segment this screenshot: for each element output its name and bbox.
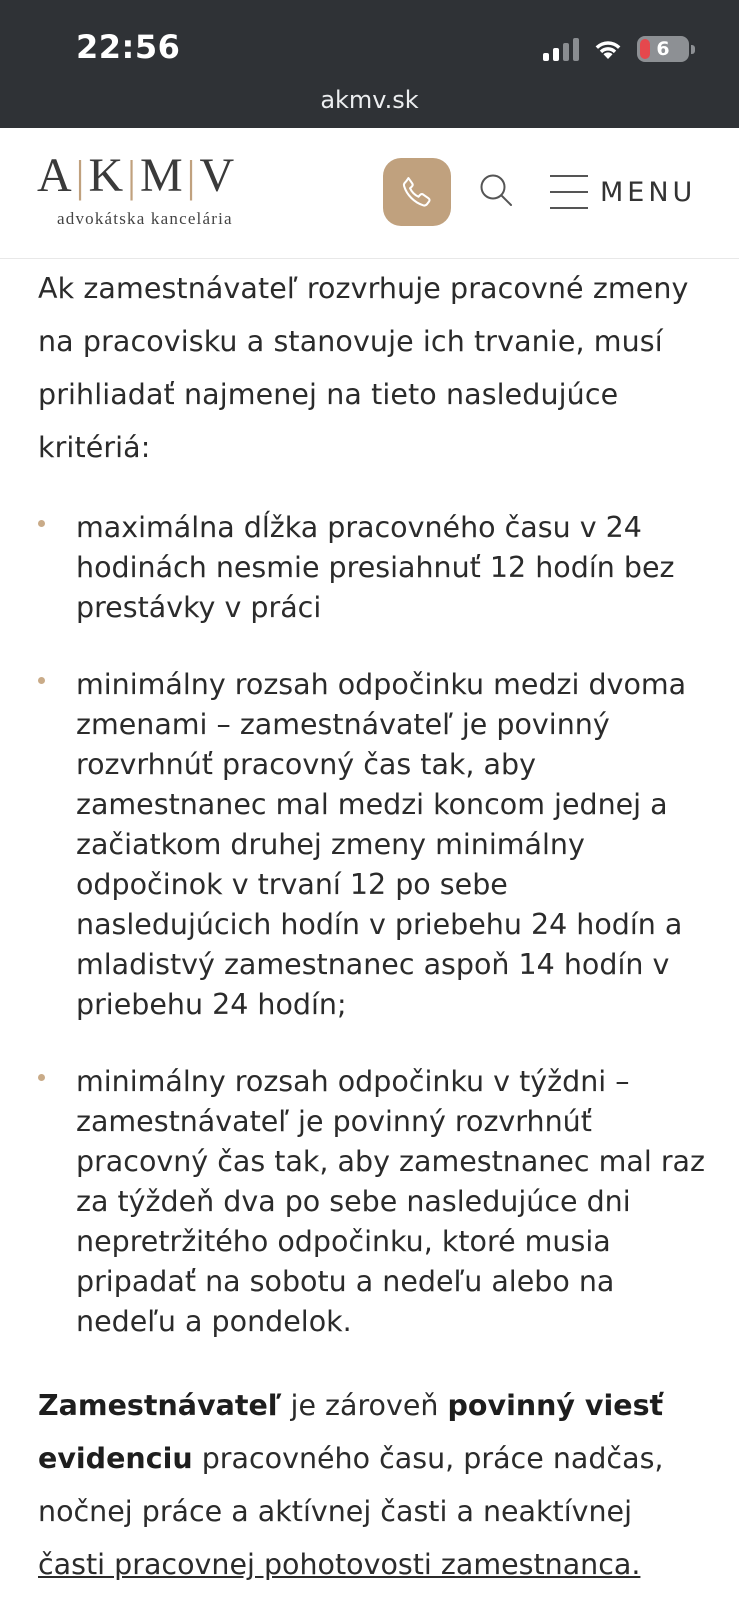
site-header — [0, 128, 739, 259]
closing-bold-employer: Zamestnávateľ — [38, 1389, 282, 1422]
bullet-icon — [38, 677, 45, 684]
cellular-signal-icon — [543, 37, 579, 61]
closing-paragraph — [38, 1379, 708, 1591]
search-button[interactable] — [478, 172, 514, 208]
phone-button[interactable] — [383, 158, 451, 226]
logo-letter-k: K — [88, 149, 126, 202]
list-item — [38, 508, 708, 628]
menu-button[interactable] — [550, 172, 696, 212]
closing-text-3: časti pracovnej pohotovosti zamestnanca. — [38, 1548, 641, 1581]
logo-subtitle: advokátska kancelária — [57, 209, 233, 228]
phone-icon — [398, 173, 436, 211]
intro-paragraph: Ak zamestnávateľ rozvrhuje pracovné zmeny na pracovisku a stanovuje ich trvanie, musí prihliadať najmenej na tieto nasledujúce kritériá: — [38, 272, 689, 464]
list-item-text: minimálny rozsah odpočinku medzi dvoma zmenami – zamestnávateľ je povinný rozvrhnúť pracovný čas tak, aby zamestnanec mal medzi koncom jednej a začiatkom druhej zmeny minimálny odpočinok v trvaní 12 po sebe nasledujúcich hodín v priebehu 24 hodín a mladistvý zamestnanec aspoň 14 hodín v priebehu 24 hodín; — [76, 668, 687, 1021]
status-icons — [543, 36, 689, 62]
status-bar — [0, 0, 739, 128]
logo-letter-a: A — [37, 149, 74, 202]
closing-text-2: pracovného času, práce nadčas, nočnej práce a aktívnej časti a neaktívnej — [38, 1442, 664, 1528]
logo-mark: A|K|M|V — [37, 149, 237, 202]
url-bar[interactable]: akmv.sk — [320, 86, 419, 114]
wifi-icon — [593, 37, 623, 61]
list-item-text: minimálny rozsah odpočinku v týždni – zamestnávateľ je povinný rozvrhnúť pracovný čas tak, aby zamestnanec mal raz za týždeň dva po sebe nasledujúce dni nepretržitého odpočinku, ktoré musia pripadať na sobotu a nedeľu alebo na nedeľu a pondelok. — [76, 1065, 705, 1338]
hamburger-icon — [550, 175, 588, 209]
battery-icon — [637, 36, 689, 62]
bullet-icon — [38, 520, 45, 527]
battery-level: 6 — [656, 38, 670, 60]
logo[interactable] — [37, 148, 267, 229]
menu-label: MENU — [600, 176, 697, 208]
article-content — [38, 262, 708, 1591]
bullet-icon — [38, 1074, 45, 1081]
closing-bold-obligation: povinný viesť evidenciu — [38, 1389, 664, 1475]
search-icon — [478, 172, 514, 208]
criteria-list — [38, 508, 708, 1342]
logo-letter-v: V — [199, 149, 237, 202]
status-time: 22:56 — [76, 28, 181, 66]
list-item-text: maximálna dĺžka pracovného času v 24 hodinách nesmie presiahnuť 12 hodín bez prestávky v práci — [76, 511, 675, 624]
closing-text-1: je zároveň — [281, 1389, 448, 1422]
list-item — [38, 1062, 708, 1342]
logo-letter-m: M — [139, 149, 185, 202]
list-item — [38, 665, 708, 1025]
